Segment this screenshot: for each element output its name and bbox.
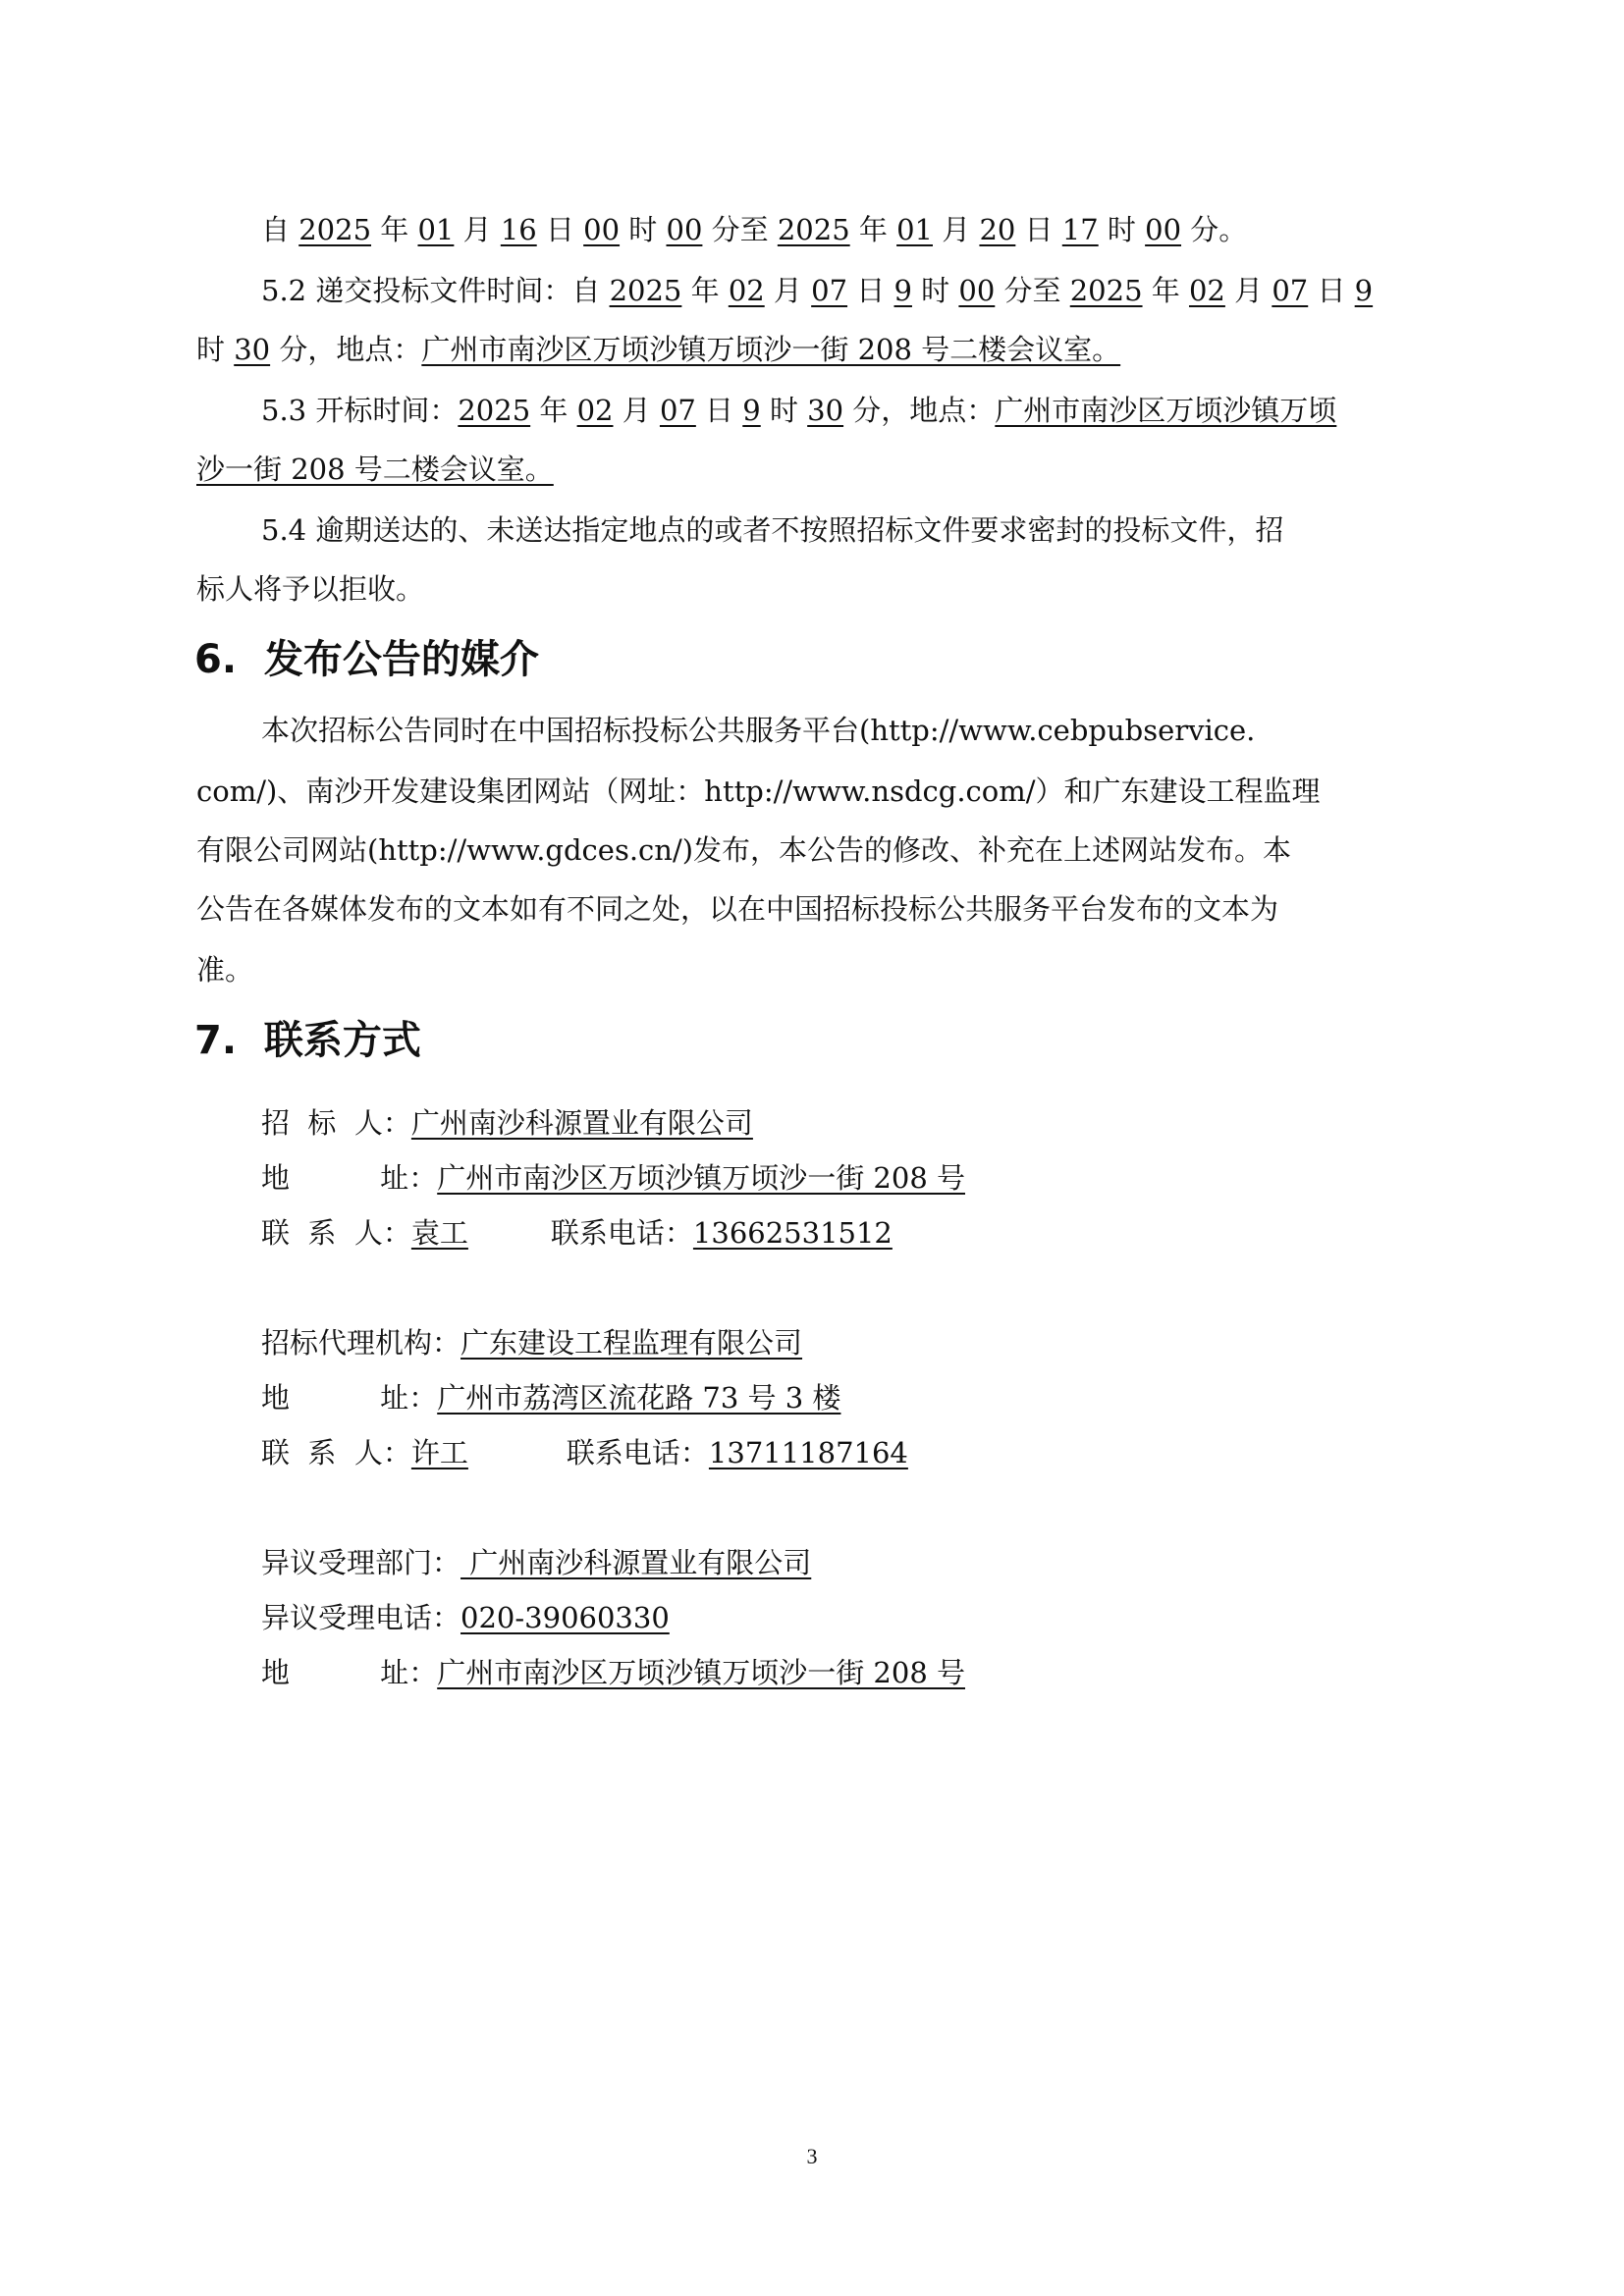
- tenderer-name: 广州南沙科源置业有限公司: [410, 1106, 753, 1140]
- objection-dept-row: 异议受理部门： 广州南沙科源置业有限公司: [261, 1546, 812, 1579]
- section-6-heading: 6. 发布公告的媒介: [194, 637, 539, 682]
- media-paragraph-line-5: 准。: [196, 953, 254, 987]
- objection-phone-row: 异议受理电话：020-39060330: [261, 1601, 670, 1634]
- media-paragraph-line-2: com/)、南沙开发建设集团网站（网址：http://www.nsdcg.com/）和广东建设工程监理: [196, 774, 1321, 808]
- bid-opening-time-line-1: 5.3 开标时间：2025 年 02 月 07 日 9 时 30 分，地点：广州市南沙区万顷沙镇万顷: [261, 394, 1337, 427]
- bid-opening-time-line-2: 沙一街 208 号二楼会议室。: [196, 453, 554, 486]
- bid-submission-time-line-2: 时 30 分，地点：广州市南沙区万顷沙镇万顷沙一街 208 号二楼会议室。: [196, 333, 1121, 366]
- tenderer-row: 招 标 人：广州南沙科源置业有限公司: [261, 1106, 753, 1140]
- tenderer-contact-name: 袁工: [410, 1216, 468, 1250]
- bid-submission-time-line-1: 5.2 递交投标文件时间：自 2025 年 02 月 07 日 9 时 00 分至 2025 年 02 月 07 日 9: [261, 274, 1374, 307]
- objection-dept-name: 广州南沙科源置业有限公司: [460, 1546, 812, 1579]
- media-paragraph-line-3: 有限公司网站(http://www.gdces.cn/)发布，本公告的修改、补充在上述网站发布。本: [196, 833, 1292, 867]
- bid-sale-period-line: 自 2025 年 01 月 16 日 00 时 00 分至 2025 年 01 月 20 日 17 时 00 分。: [261, 213, 1248, 246]
- tenderer-contact-row: 联 系 人：袁工 联系电话：13662531512: [261, 1216, 893, 1250]
- objection-address-row: 地 址：广州市南沙区万顷沙镇万顷沙一街 208 号: [261, 1656, 965, 1689]
- tenderer-phone: 13662531512: [692, 1216, 893, 1250]
- page-number: 3: [806, 2144, 818, 2168]
- objection-phone: 020-39060330: [460, 1601, 670, 1634]
- agency-name: 广东建设工程监理有限公司: [460, 1326, 803, 1360]
- tenderer-address: 广州市南沙区万顷沙镇万顷沙一街 208 号: [437, 1161, 965, 1195]
- media-paragraph-line-4: 公告在各媒体发布的文本如有不同之处，以在中国招标投标公共服务平台发布的文本为: [196, 892, 1279, 926]
- objection-address: 广州市南沙区万顷沙镇万顷沙一街 208 号: [437, 1656, 965, 1689]
- agency-phone: 13711187164: [708, 1436, 908, 1469]
- late-bid-rejection-line-2: 标人将予以拒收。: [196, 572, 425, 606]
- tenderer-address-row: 地 址：广州市南沙区万顷沙镇万顷沙一街 208 号: [261, 1161, 965, 1195]
- agency-contact-name: 许工: [410, 1436, 468, 1469]
- agency-address-row: 地 址：广州市荔湾区流花路 73 号 3 楼: [261, 1381, 841, 1415]
- media-paragraph-line-1: 本次招标公告同时在中国招标投标公共服务平台(http://www.cebpubservice.: [261, 714, 1256, 747]
- agency-contact-row: 联 系 人：许工 联系电话：13711187164: [261, 1436, 908, 1469]
- agency-address: 广州市荔湾区流花路 73 号 3 楼: [437, 1381, 841, 1415]
- section-7-heading: 7. 联系方式: [194, 1018, 421, 1063]
- late-bid-rejection-line-1: 5.4 逾期送达的、未送达指定地点的或者不按照招标文件要求密封的投标文件，招: [261, 513, 1284, 547]
- agency-row: 招标代理机构：广东建设工程监理有限公司: [261, 1326, 803, 1360]
